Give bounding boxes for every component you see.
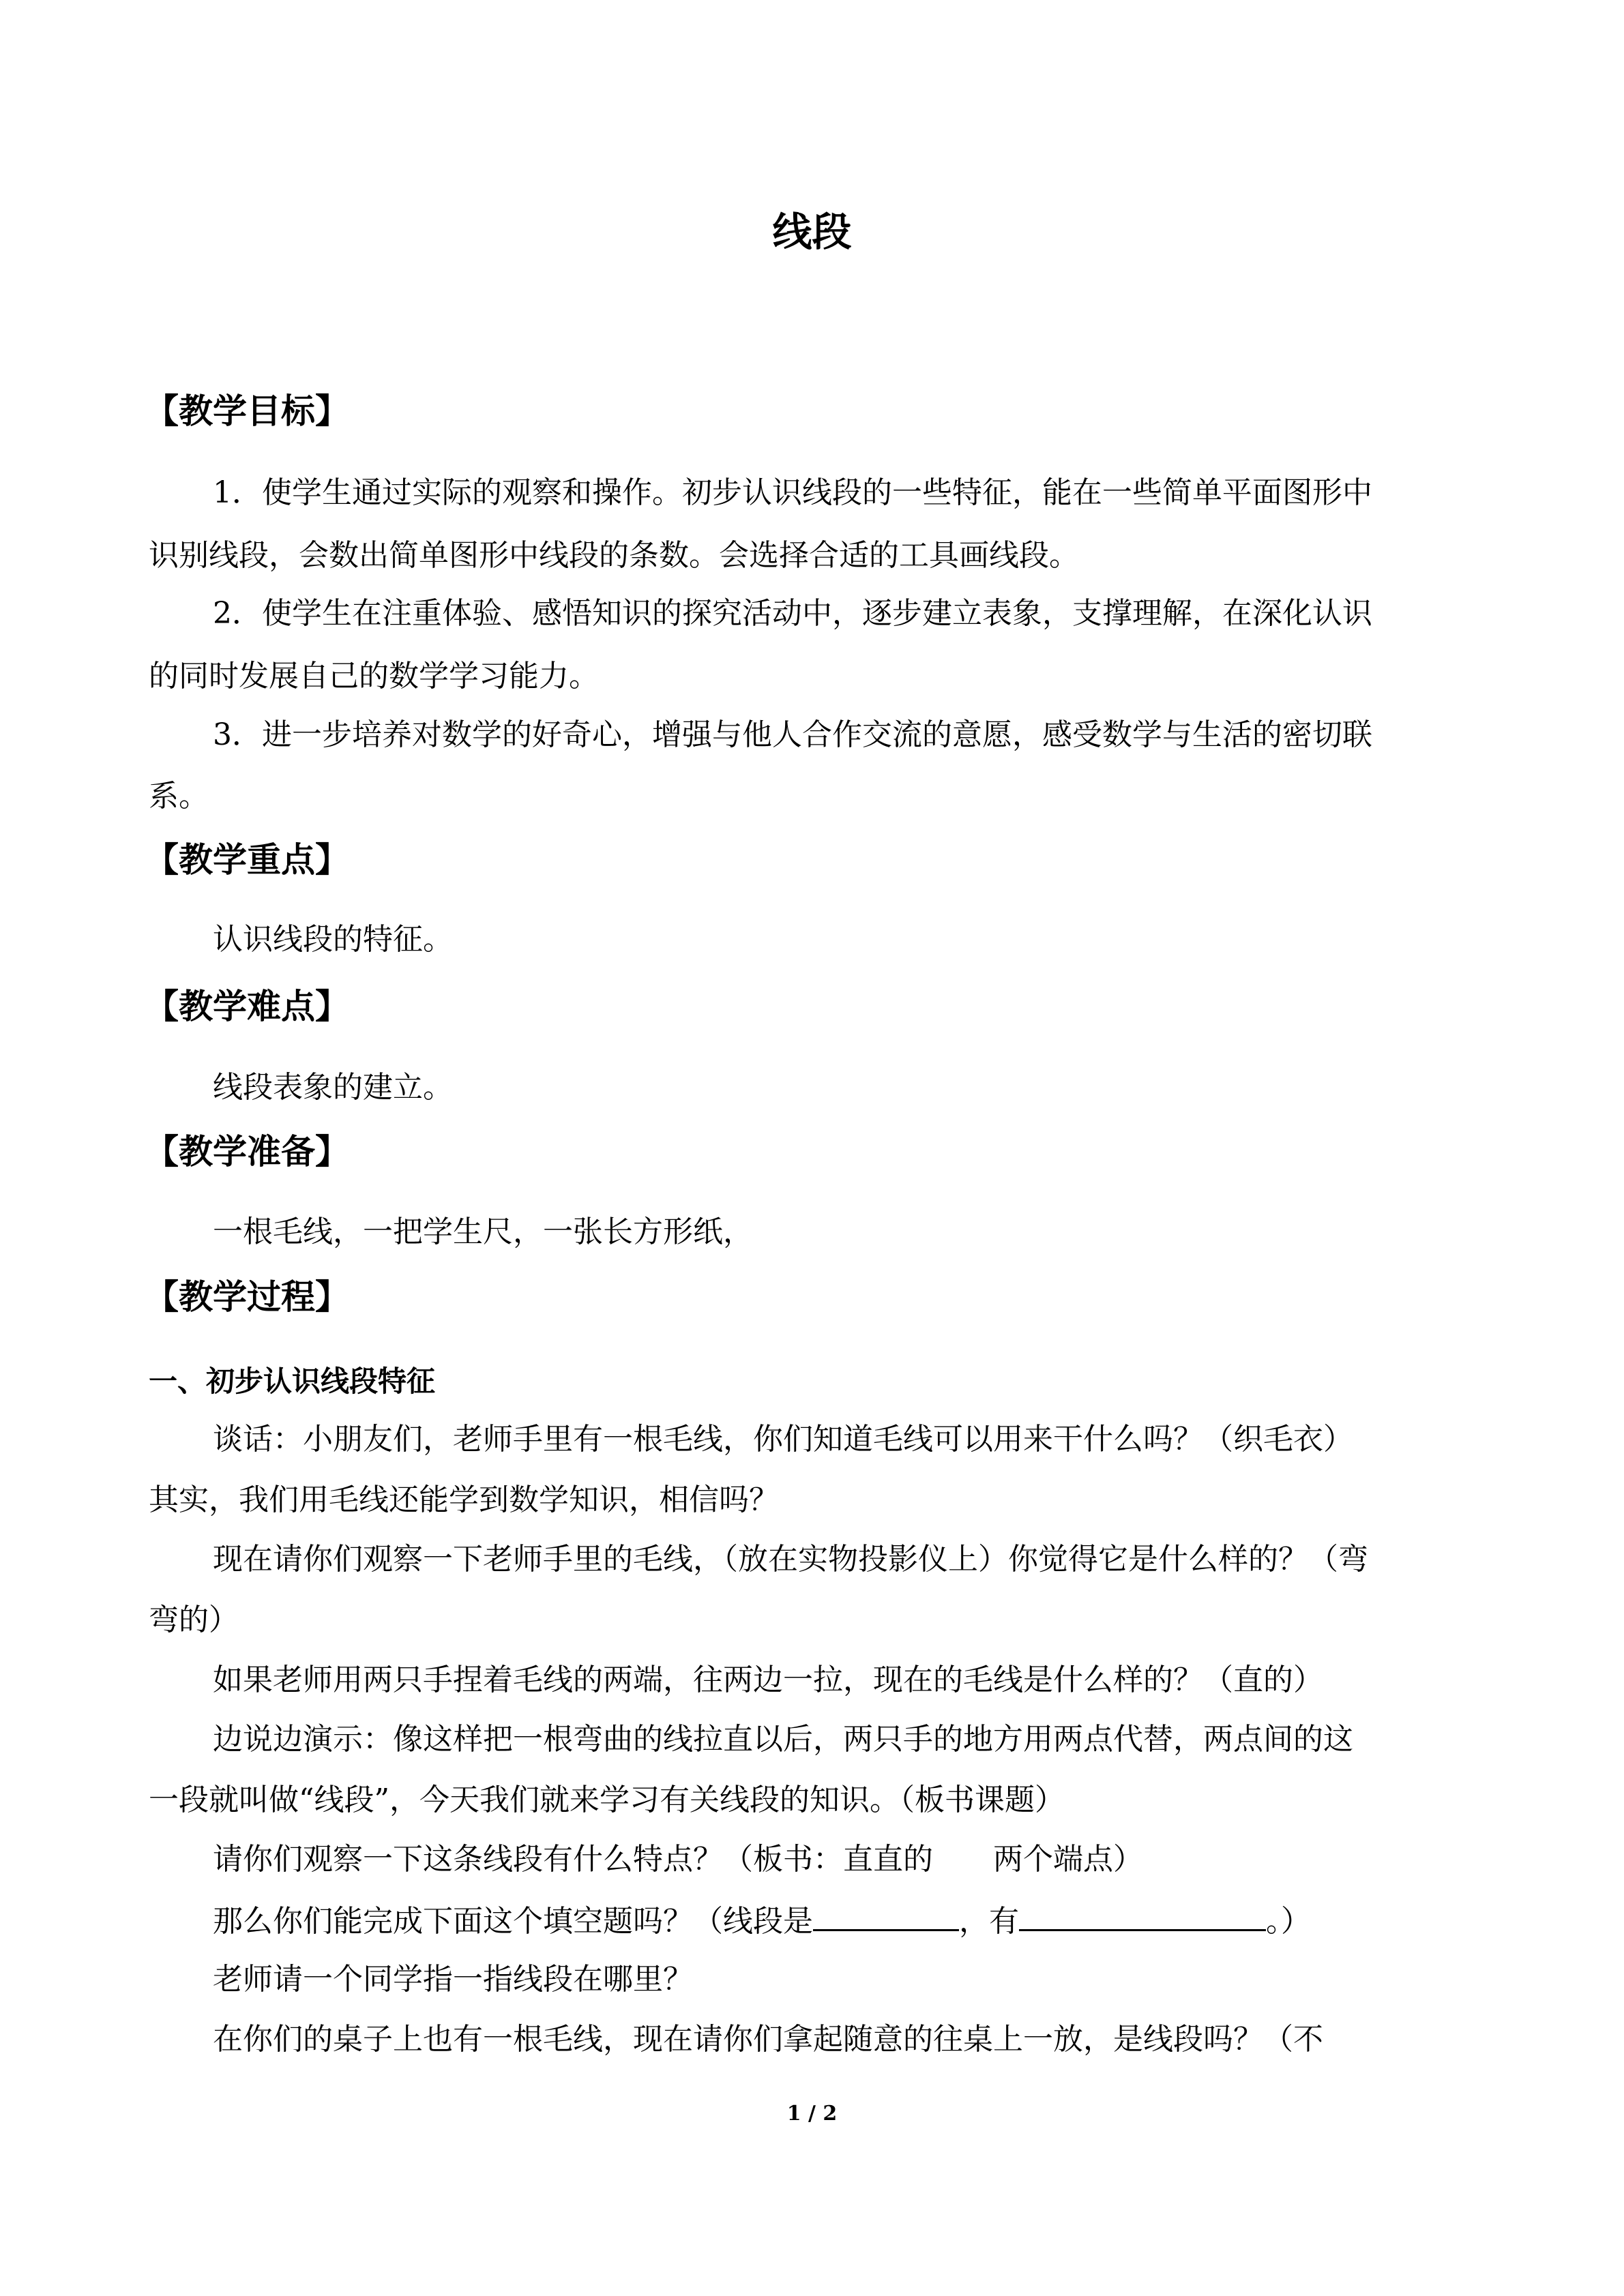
goal-line-5: 3．进一步培养对数学的好奇心，增强与他人合作交流的意愿，感受数学与生活的密切联 (213, 717, 1372, 752)
fill-in-question (213, 1899, 1311, 1942)
fill-text-part-3: 。） (1266, 1904, 1311, 1939)
goal-line-3: 2．使学生在注重体验、感悟知识的探究活动中，逐步建立表象，支撑理解，在深化认识 (213, 596, 1372, 631)
heading-key-point: 【教学重点】 (145, 840, 349, 880)
process-line-3: 现在请你们观察一下老师手里的毛线，（放在实物投影仪上）你觉得它是什么样的？（弯 (213, 1542, 1368, 1577)
heading-teaching-goals: 【教学目标】 (145, 391, 349, 431)
goal-line-6: 系。 (149, 779, 209, 814)
fill-blank-2 (1019, 1899, 1266, 1931)
heading-process: 【教学过程】 (145, 1277, 349, 1317)
process-line-10: 在你们的桌子上也有一根毛线，现在请你们拿起随意的往桌上一放，是线段吗？（不 (213, 2022, 1323, 2057)
process-line-2: 其实，我们用毛线还能学到数学知识，相信吗？ (149, 1482, 779, 1517)
preparation-text: 一根毛线，一把学生尺，一张长方形纸， (213, 1214, 753, 1249)
difficulty-text: 线段表象的建立。 (213, 1070, 453, 1105)
process-subheading: 一、初步认识线段特征 (149, 1365, 436, 1398)
heading-preparation: 【教学准备】 (145, 1132, 349, 1172)
fill-blank-1 (813, 1899, 959, 1931)
goal-line-1: 1．使学生通过实际的观察和操作。初步认识线段的一些特征，能在一些简单平面图形中 (213, 475, 1372, 510)
process-line-5: 如果老师用两只手捏着毛线的两端，往两边一拉，现在的毛线是什么样的？（直的） (213, 1663, 1323, 1697)
process-line-1: 谈话：小朋友们，老师手里有一根毛线，你们知道毛线可以用来干什么吗？（织毛衣） (213, 1422, 1353, 1457)
process-line-9: 老师请一个同学指一指线段在哪里？ (213, 1962, 693, 1997)
process-line-4: 弯的） (149, 1602, 239, 1637)
process-line-6: 边说边演示：像这样把一根弯曲的线拉直以后，两只手的地方用两点代替，两点间的这 (213, 1722, 1353, 1757)
process-line-7: 一段就叫做“线段”，今天我们就来学习有关线段的知识。（板书课题） (149, 1783, 1065, 1817)
doc-title: 线段 (772, 209, 852, 255)
key-point-text: 认识线段的特征。 (213, 922, 453, 957)
goal-line-4: 的同时发展自己的数学学习能力。 (149, 659, 599, 694)
fill-text-part-1: 那么你们能完成下面这个填空题吗？（线段是 (213, 1904, 813, 1939)
process-line-8: 请你们观察一下这条线段有什么特点？（板书：直直的 两个端点） (213, 1842, 1143, 1877)
fill-text-part-2: ，有 (959, 1904, 1019, 1939)
goal-line-2: 识别线段，会数出简单图形中线段的条数。会选择合适的工具画线段。 (149, 538, 1079, 573)
page-number: 1 / 2 (786, 2102, 838, 2126)
heading-difficulty: 【教学难点】 (145, 987, 349, 1026)
